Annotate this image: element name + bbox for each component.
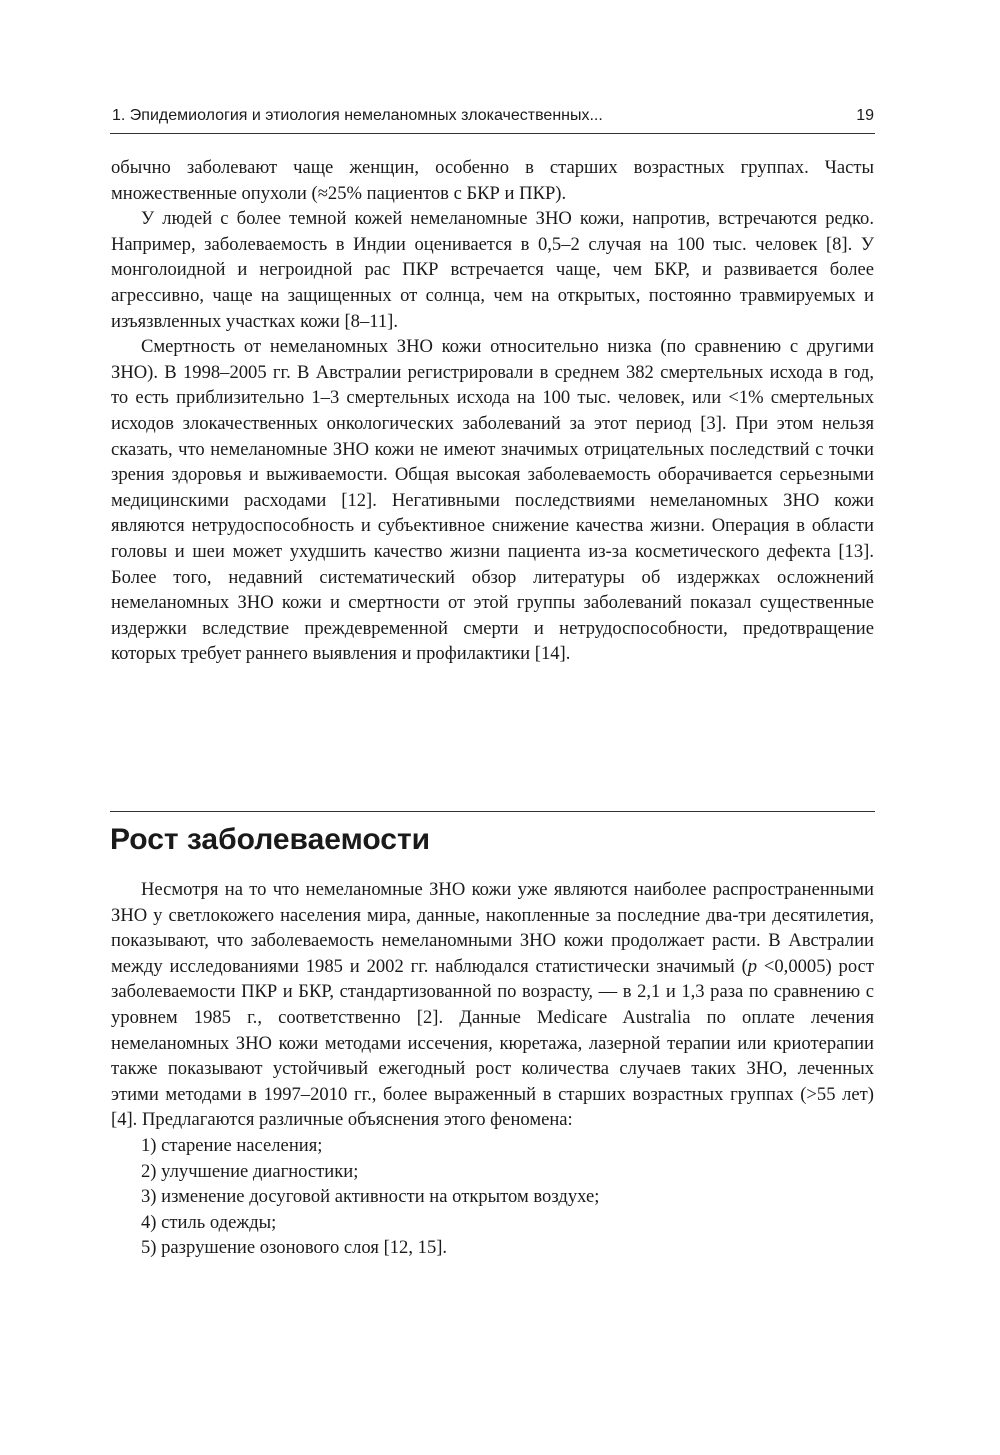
list-item: 1) старение населения;	[141, 1134, 323, 1156]
text-block-epidemiology	[111, 155, 874, 667]
header-divider	[110, 133, 875, 134]
section-heading: Рост заболеваемости	[110, 823, 431, 856]
explanations-list	[111, 1133, 874, 1261]
section-divider	[110, 811, 875, 812]
list-item: 4) стиль одежды;	[141, 1211, 277, 1233]
paragraph-dark-skin: У людей с более темной кожей немеланомные ЗНО кожи, напротив, встречаются редко. Например, заболеваемость в Индии оценивается в 0,5–2 случая на 100 тыс. человек [8]. У монголоидной и негроидной рас ПКР встречается чаще, чем БКР, и развивается более агрессивно, чаще на защищенных от солнца, чем на открытых, постоянно травмируемых и изъязвленных участках кожи [8–11].	[111, 208, 874, 332]
running-head	[112, 104, 874, 128]
paragraph-incidence-part-1: Несмотря на то что немеланомные ЗНО кожи уже являются наиболее распространенными ЗНО у светлокожего населения мира, данные, накопленные за последние два-три десятилетия, показывают, что заболеваемость немеланомными ЗНО кожи продолжает расти. В Австралии между исследованиями 1985 и 2002 гг. наблюдался статистически значимый (	[111, 879, 874, 977]
running-head-title: 1. Эпидемиология и этиология немеланомных злокачественных...	[112, 107, 603, 124]
paragraph-mortality: Смертность от немеланомных ЗНО кожи относительно низка (по сравнению с другими ЗНО). В 1998–2005 гг. В Австралии регистрировали в среднем 382 смертельных исхода в год, то есть приблизительно 1–3 смертельных исхода на 100 тыс. человек, или <1% смертельных исходов злокачественных онкологических заболеваний за этот период [3]. При этом нельзя сказать, что немеланомные ЗНО кожи не имеют значимых отрицательных последствий с точки зрения здоровья и выживаемости. Общая высокая заболеваемость оборачивается серьезными медицинскими расходами [12]. Негативными последствиями немеланомных ЗНО кожи являются нетрудоспособность и субъективное снижение качества жизни. Операция в области головы и шеи может ухудшить качество жизни пациента из-за косметического дефекта [13]. Более того, недавний систематический обзор литературы об издержках осложнений немеланомных ЗНО кожи и смертности от этой группы заболеваний показал существенные издержки вследствие преждевременной смерти и нетрудоспособности, предотвращение которых требует раннего выявления и профилактики [14].	[111, 336, 874, 665]
p-value-symbol: p	[747, 955, 758, 977]
paragraph-incidence	[111, 877, 874, 1133]
paragraph-continued: обычно заболевают чаще женщин, особенно в старших возрастных группах. Часты множественные опухоли (≈25% пациентов с БКР и ПКР).	[111, 157, 874, 204]
list-item: 2) улучшение диагностики;	[141, 1160, 359, 1182]
paragraph-incidence-part-2: <0,0005) рост заболеваемости ПКР и БКР, стандартизованной по возрасту, — в 2,1 и 1,3 раза по сравнению с уровнем 1985 г., соответственно [2]. Данные Medicare Australia по оплате лечения немеланомных ЗНО кожи методами иссечения, кюретажа, лазерной терапии или криотерапии также показывают устойчивый ежегодный рост количества случаев таких ЗНО, леченных этими методами в 1997–2010 гг., более выраженный в старших возрастных группах (>55 лет) [4]. Предлагаются различные объяснения этого феномена:	[111, 955, 874, 1131]
text-block-incidence-growth	[111, 877, 874, 1261]
list-item: 3) изменение досуговой активности на открытом воздухе;	[141, 1186, 600, 1208]
list-item: 5) разрушение озонового слоя [12, 15].	[141, 1237, 448, 1259]
page-number: 19	[856, 107, 874, 124]
